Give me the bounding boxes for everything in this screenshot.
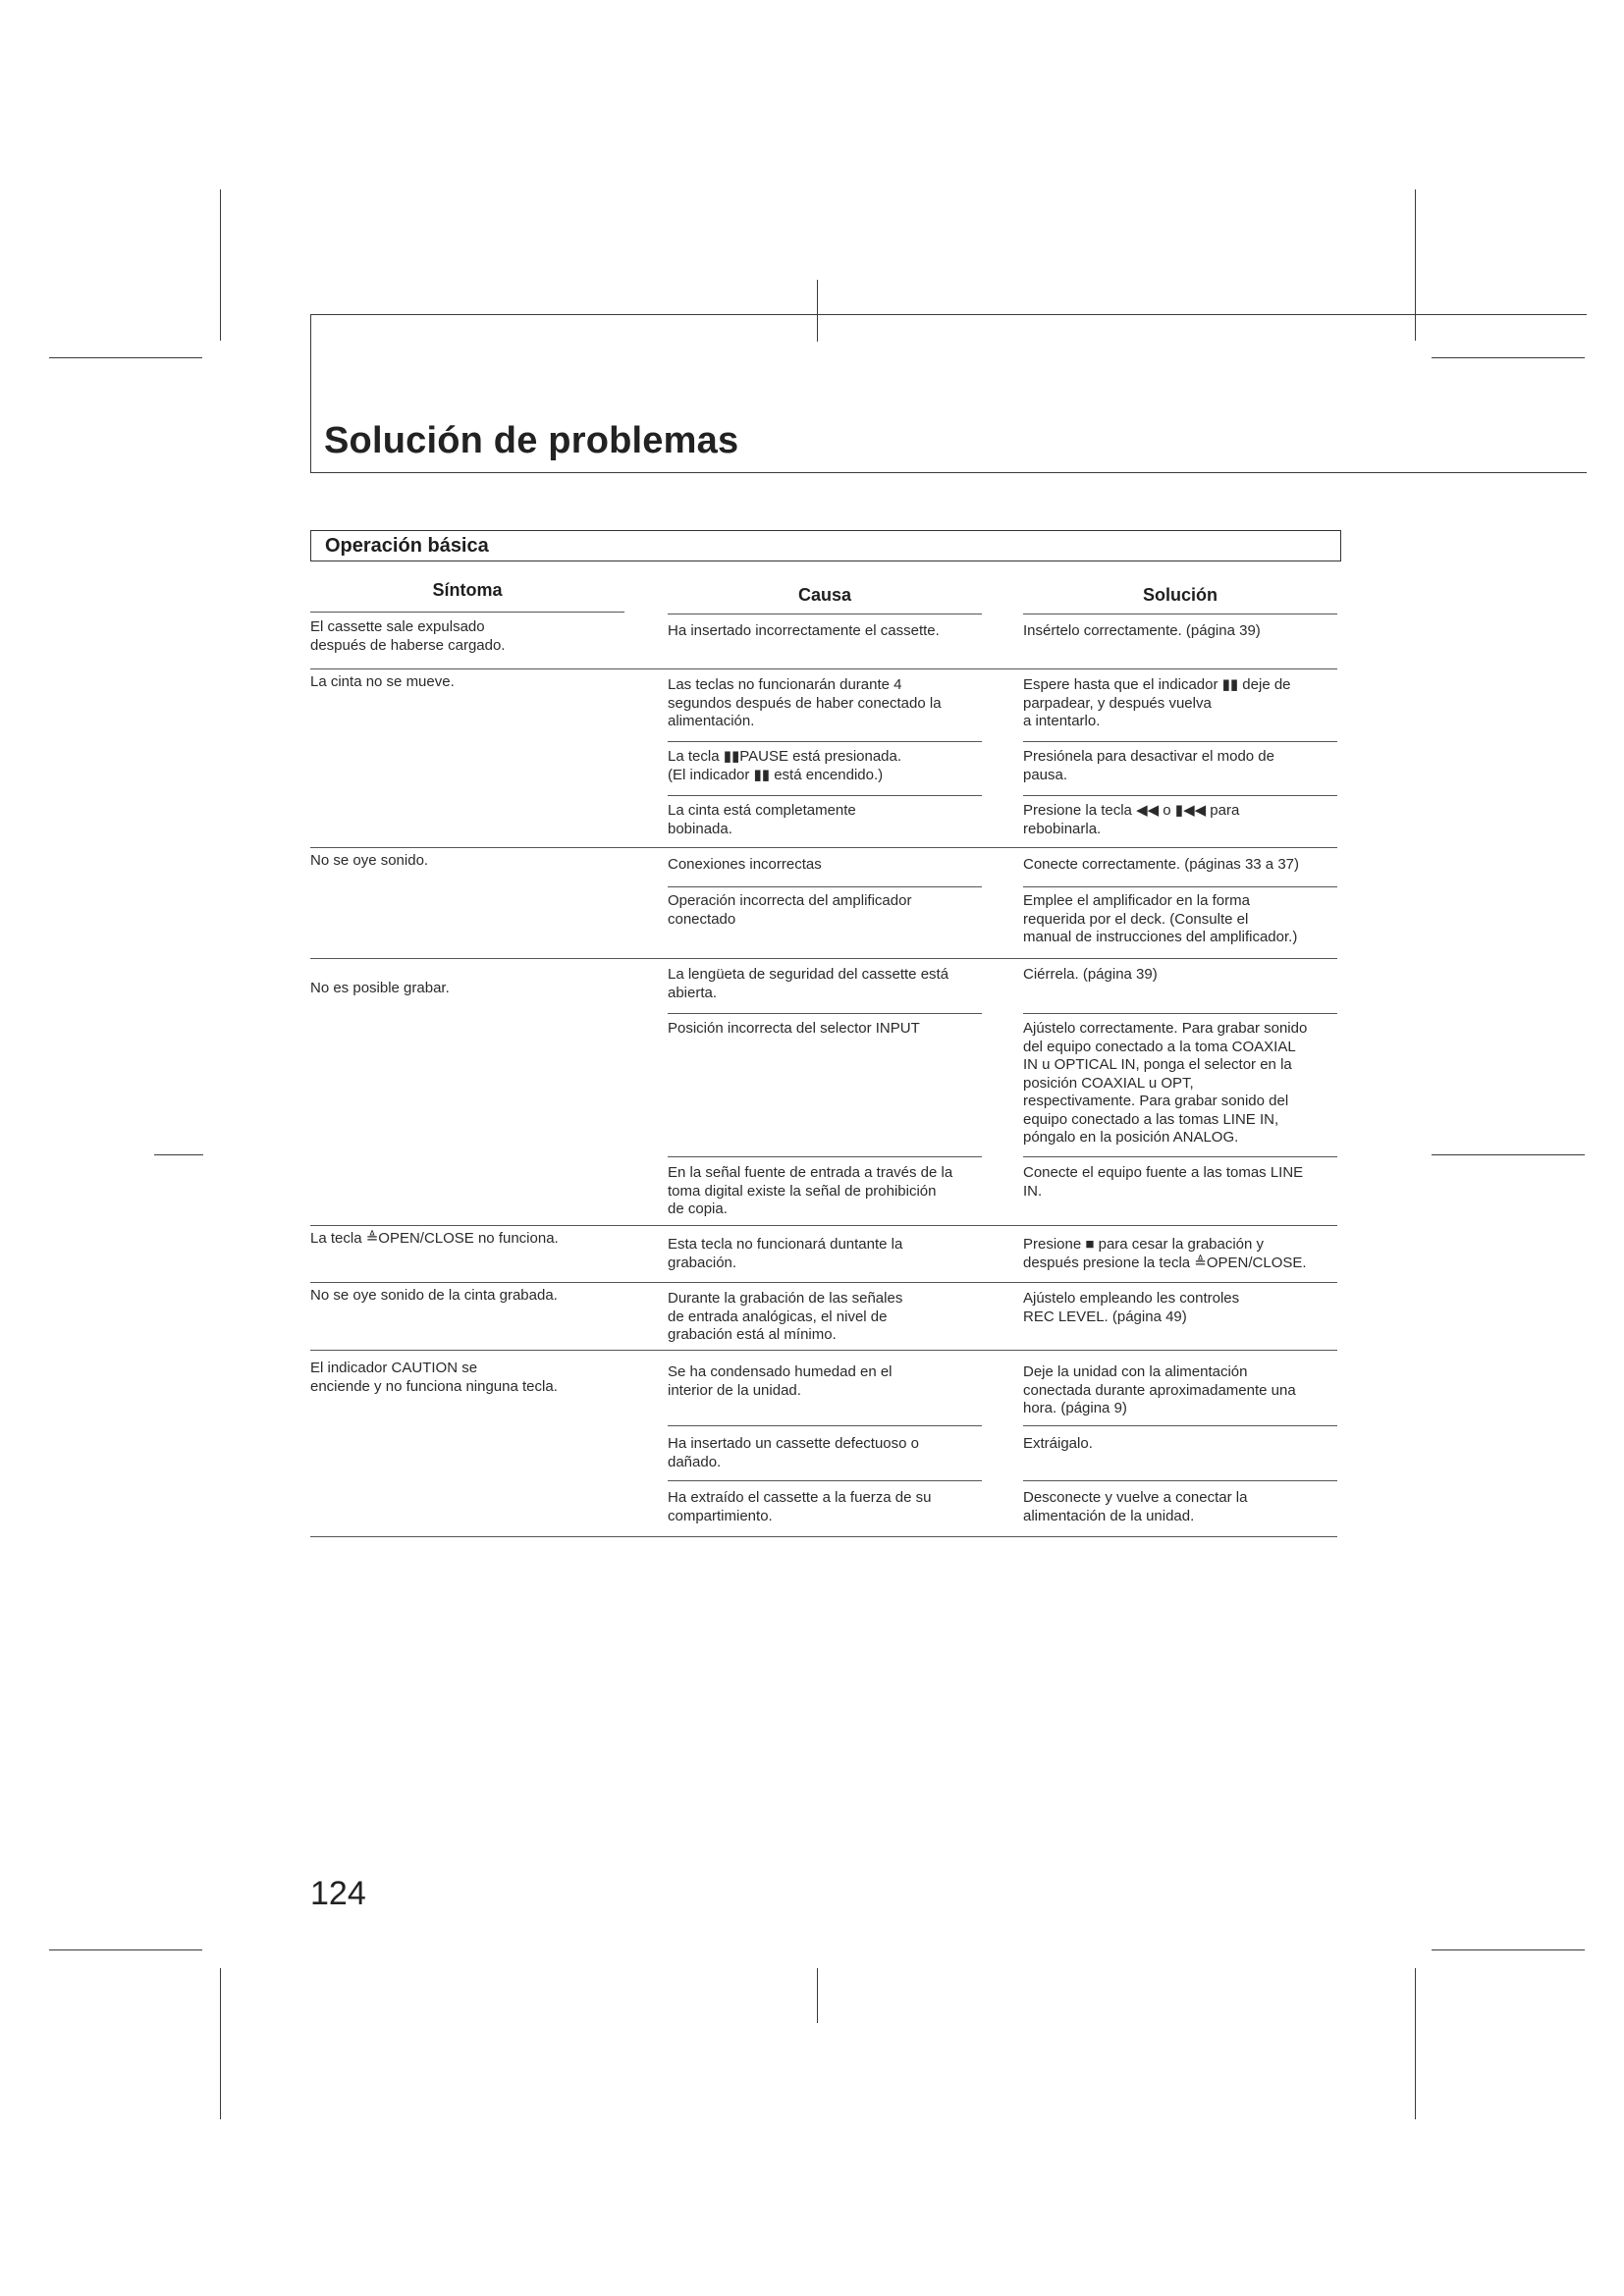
page-number: 124	[310, 1875, 366, 1912]
cause-cell: Ha insertado incorrectamente el cassette.	[668, 622, 940, 639]
cause-cell: Conexiones incorrectas	[668, 856, 822, 873]
table-bottom-rule	[310, 1536, 1337, 1537]
solution-cell: Presione ■ para cesar la grabación y después presione la tecla ≜OPEN/CLOSE.	[1023, 1236, 1307, 1271]
column-header-sintoma: Síntoma	[432, 580, 503, 600]
row-separator	[310, 1225, 1337, 1226]
crop-mark	[1415, 1968, 1416, 2119]
sub-row-separator	[1023, 1156, 1337, 1157]
crop-mark	[154, 1154, 203, 1155]
solution-cell: Presiónela para desactivar el modo de pausa.	[1023, 748, 1274, 783]
sub-row-separator	[1023, 1480, 1337, 1481]
solution-cell: Emplee el amplificador en la forma requerida por el deck. (Consulte el manual de instrucciones del amplificador.)	[1023, 892, 1298, 945]
row-separator	[310, 847, 1337, 848]
sub-row-separator	[1023, 1013, 1337, 1014]
row-separator	[310, 1350, 1337, 1351]
solution-cell: Conecte correctamente. (páginas 33 a 37)	[1023, 856, 1299, 873]
crop-mark	[220, 1968, 221, 2119]
symptom-cell: La cinta no se mueve.	[310, 673, 455, 690]
crop-mark	[817, 280, 818, 342]
sub-row-separator	[1023, 1425, 1337, 1426]
sub-row-separator	[668, 795, 982, 796]
cause-cell: En la señal fuente de entrada a través de la toma digital existe la señal de prohibición de copia.	[668, 1164, 953, 1217]
column-header-causa: Causa	[797, 585, 852, 605]
page-title: Solución de problemas	[324, 420, 739, 461]
crop-mark	[1432, 357, 1585, 358]
row-separator	[310, 958, 1337, 959]
cause-cell: Se ha condensado humedad en el interior de la unidad.	[668, 1363, 893, 1399]
solution-cell: Ajústelo empleando les controles REC LEVEL. (página 49)	[1023, 1290, 1240, 1325]
symptom-cell: No es posible grabar.	[310, 980, 450, 996]
column-header-rule	[310, 612, 624, 613]
solution-cell: Ciérrela. (página 39)	[1023, 966, 1158, 983]
crop-mark	[1415, 189, 1416, 341]
sub-row-separator	[1023, 741, 1337, 742]
cause-cell: La tecla ▮▮PAUSE está presionada. (El indicador ▮▮ está encendido.)	[668, 748, 902, 783]
crop-mark	[1432, 1154, 1585, 1155]
sub-row-separator	[668, 1156, 982, 1157]
cause-cell: Ha insertado un cassette defectuoso o dañado.	[668, 1435, 919, 1470]
crop-mark	[1432, 1949, 1585, 1950]
cause-cell: Las teclas no funcionarán durante 4 segundos después de haber conectado la alimentación.	[668, 676, 942, 729]
crop-mark	[49, 1949, 202, 1950]
sub-row-separator	[668, 741, 982, 742]
section-heading: Operación básica	[325, 535, 489, 557]
cause-cell: Durante la grabación de las señales de entrada analógicas, el nivel de grabación está al mínimo.	[668, 1290, 903, 1343]
solution-cell: Espere hasta que el indicador ▮▮ deje de parpadear, y después vuelva a intentarlo.	[1023, 676, 1291, 729]
solution-cell: Ajústelo correctamente. Para grabar sonido del equipo conectado a la toma COAXIAL IN u OPTICAL IN, ponga el selector en la posición COAXIAL u OPT, respectivamente. Para grabar sonido del equipo conectado a las tomas LINE IN, póngalo en la posición ANALOG.	[1023, 1020, 1308, 1146]
symptom-cell: No se oye sonido de la cinta grabada.	[310, 1287, 558, 1304]
solution-cell: Deje la unidad con la alimentación conectada durante aproximadamente una hora. (página 9)	[1023, 1363, 1296, 1416]
cause-cell: Esta tecla no funcionará duntante la grabación.	[668, 1236, 903, 1271]
crop-mark	[220, 189, 221, 341]
solution-cell: Desconecte y vuelve a conectar la alimentación de la unidad.	[1023, 1489, 1248, 1524]
sub-row-separator	[1023, 795, 1337, 796]
cause-cell: La lengüeta de seguridad del cassette está abierta.	[668, 966, 949, 1001]
crop-mark	[49, 357, 202, 358]
cause-cell: Operación incorrecta del amplificador conectado	[668, 892, 912, 928]
symptom-cell: La tecla ≜OPEN/CLOSE no funciona.	[310, 1230, 559, 1247]
crop-mark	[817, 1968, 818, 2023]
solution-cell: Insértelo correctamente. (página 39)	[1023, 622, 1261, 639]
solution-cell: Presione la tecla ◀◀ o ▮◀◀ para rebobinarla.	[1023, 802, 1240, 837]
cause-cell: Ha extraído el cassette a la fuerza de su compartimiento.	[668, 1489, 932, 1524]
row-separator	[310, 1282, 1337, 1283]
symptom-cell: No se oye sonido.	[310, 852, 429, 869]
cause-cell: La cinta está completamente bobinada.	[668, 802, 856, 837]
sub-row-separator	[668, 1480, 982, 1481]
column-header-solucion: Solución	[1143, 585, 1218, 605]
solution-cell: Conecte el equipo fuente a las tomas LINE IN.	[1023, 1164, 1304, 1200]
symptom-cell: El indicador CAUTION se enciende y no funciona ninguna tecla.	[310, 1360, 558, 1395]
solution-cell: Extráigalo.	[1023, 1435, 1093, 1452]
row-separator	[310, 668, 1337, 669]
header-top-rule	[310, 314, 1587, 315]
cause-cell: Posición incorrecta del selector INPUT	[668, 1020, 920, 1037]
sub-row-separator	[1023, 886, 1337, 887]
header-bottom-rule	[310, 472, 1587, 473]
symptom-cell: El cassette sale expulsado después de haberse cargado.	[310, 618, 506, 654]
header-left-rule	[310, 314, 311, 472]
sub-row-separator	[668, 886, 982, 887]
sub-row-separator	[668, 1013, 982, 1014]
sub-row-separator	[668, 1425, 982, 1426]
